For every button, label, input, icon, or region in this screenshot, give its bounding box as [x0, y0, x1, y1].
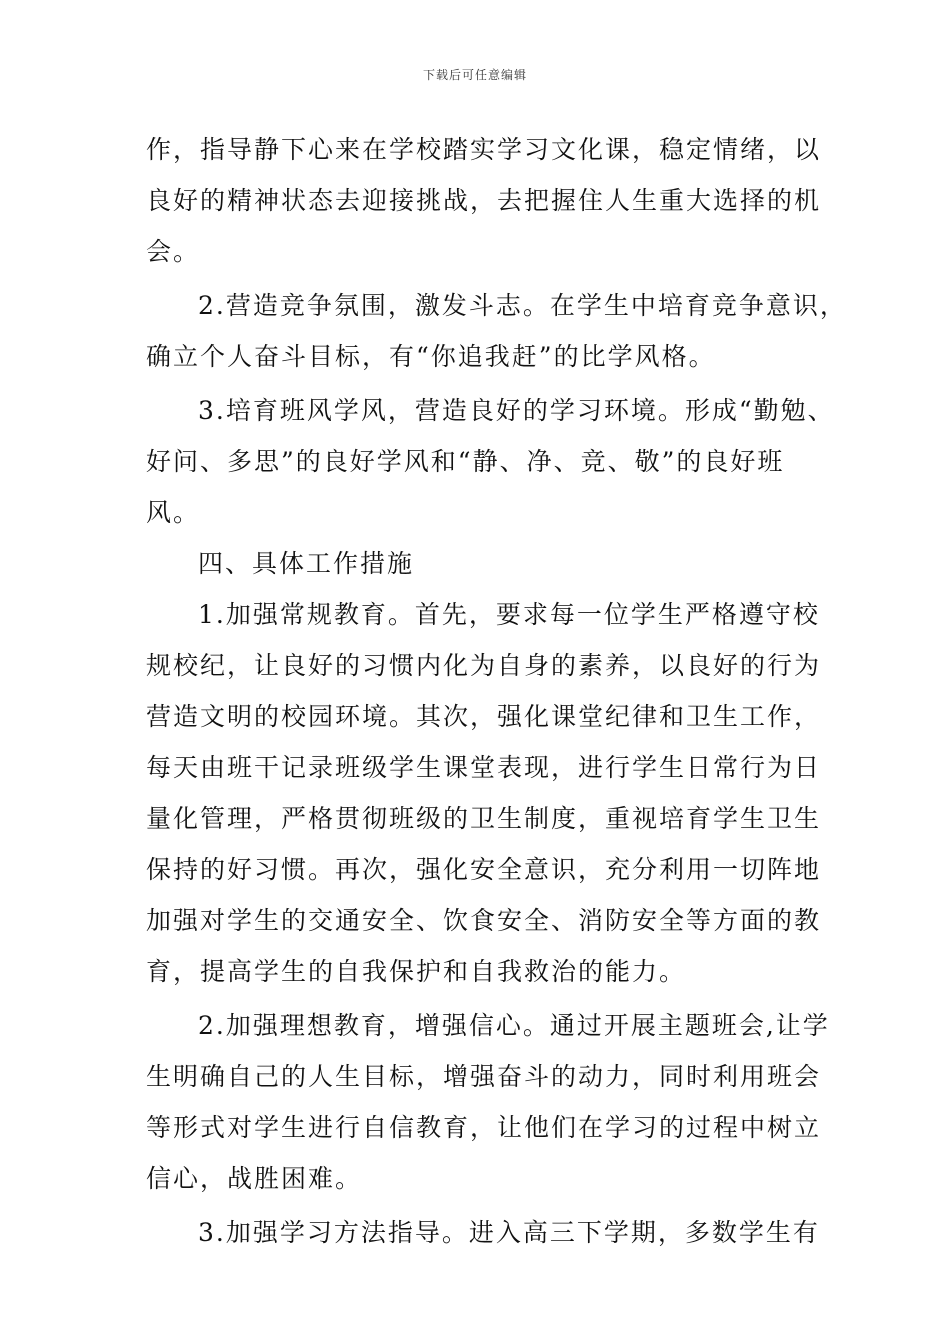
- text-line: 会。: [146, 237, 201, 266]
- text-line: 好问、多思”的良好学风和“静、净、竞、敬”的良好班: [146, 447, 785, 476]
- text-line: 2.加强理想教育，增强信心。通过开展主题班会,让学: [198, 1011, 830, 1040]
- text-line: 3.培育班风学风，营造良好的学习环境。形成“勤勉、: [198, 396, 835, 425]
- text-line: 每天由班干记录班级学生课堂表现，进行学生日常行为日: [146, 753, 822, 782]
- text-line: 1.加强常规教育。首先，要求每一位学生严格遵守校: [198, 600, 820, 629]
- text-line: 营造文明的校园环境。其次，强化课堂纪律和卫生工作，: [146, 702, 822, 731]
- text-line: 3.加强学习方法指导。进入高三下学期，多数学生有: [198, 1218, 820, 1247]
- text-line: 规校纪，让良好的习惯内化为自身的素养，以良好的行为: [146, 651, 822, 680]
- text-line: 信心，战胜困难。: [146, 1164, 363, 1193]
- text-line: 确立个人奋斗目标，有“你追我赶”的比学风格。: [146, 342, 716, 371]
- text-line: 风。: [146, 498, 201, 527]
- text-line: 2.营造竞争氛围，激发斗志。在学生中培育竞争意识，: [198, 291, 847, 320]
- text-line: 保持的好习惯。再次，强化安全意识，充分利用一切阵地: [146, 855, 822, 884]
- text-line: 量化管理，严格贯彻班级的卫生制度，重视培育学生卫生: [146, 804, 822, 833]
- section-heading: 四、具体工作措施: [198, 549, 415, 578]
- text-line: 作，指导静下心来在学校踏实学习文化课，稳定情绪，以: [146, 135, 822, 164]
- text-line: 良好的精神状态去迎接挑战，去把握住人生重大选择的机: [146, 186, 822, 215]
- text-line: 加强对学生的交通安全、饮食安全、消防安全等方面的教: [146, 906, 822, 935]
- page-header: 下载后可任意编辑: [422, 68, 527, 82]
- document-body: [146, 124, 847, 1258]
- text-line: 育，提高学生的自我保护和自我救治的能力。: [146, 957, 687, 986]
- text-line: 等形式对学生进行自信教育，让他们在学习的过程中树立: [146, 1113, 822, 1142]
- text-line: 生明确自己的人生目标，增强奋斗的动力，同时利用班会: [146, 1062, 822, 1091]
